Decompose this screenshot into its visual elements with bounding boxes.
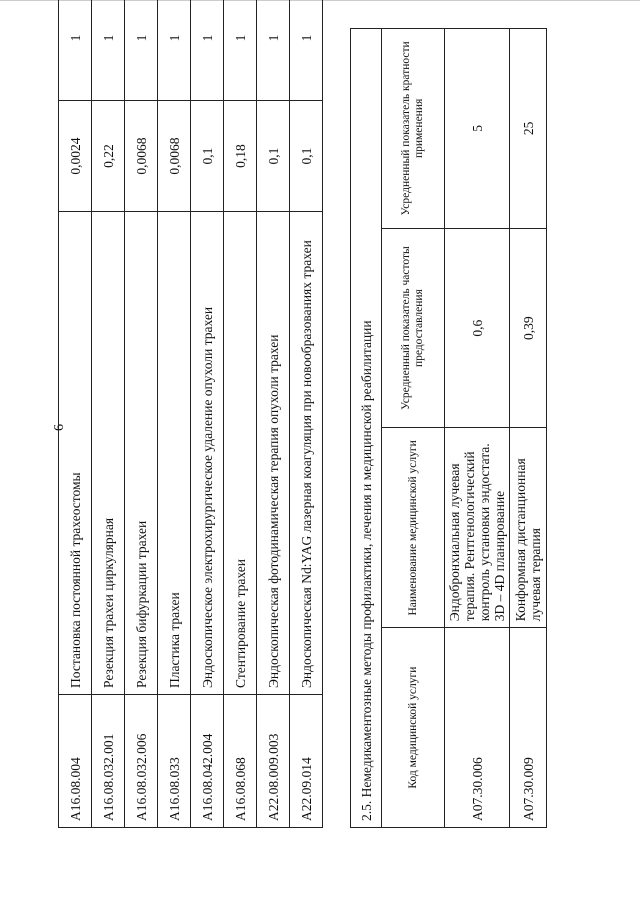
multiplicity-value: 1 [125,0,158,101]
frequency-value: 0,39 [510,228,547,428]
service-name: Постановка постоянной трахеостомы [59,212,92,695]
header-multiplicity: Усредненный показатель кратности применения [382,29,445,229]
service-name: Резекция трахеи циркулярная [92,212,125,695]
service-code: A16.08.068 [224,695,257,828]
services-table-continued [58,0,323,828]
service-code: A07.30.009 [510,628,547,828]
table-row [510,29,547,828]
frequency-value: 0,1 [191,101,224,212]
multiplicity-value: 1 [59,0,92,101]
frequency-value: 0,1 [257,101,290,212]
frequency-value: 0,6 [445,228,510,428]
multiplicity-value: 1 [158,0,191,101]
table-row [224,0,257,828]
multiplicity-value: 1 [92,0,125,101]
multiplicity-value: 1 [224,0,257,101]
frequency-value: 0,18 [224,101,257,212]
non-drug-methods-table [350,28,547,828]
column-header-row [382,29,445,828]
service-code: A16.08.032.006 [125,695,158,828]
service-name: Конформная дистанционная лучевая терапия [510,428,547,628]
table-row [445,29,510,828]
frequency-value: 0,1 [290,101,323,212]
section-title: 2.5. Немедикаментозные методы профилактики, лечения и медицинской реабилитации [351,29,382,828]
multiplicity-value: 5 [445,29,510,229]
frequency-value: 0,0024 [59,101,92,212]
table-row [125,0,158,828]
table-row [290,0,323,828]
service-code: A07.30.006 [445,628,510,828]
service-name: Эндоскопическая Nd:YAG лазерная коагуляция при новообразованиях трахеи [290,212,323,695]
multiplicity-value: 25 [510,29,547,229]
service-code: A22.09.014 [290,695,323,828]
service-name: Стентирование трахеи [224,212,257,695]
table-row [257,0,290,828]
frequency-value: 0,0068 [125,101,158,212]
multiplicity-value: 1 [191,0,224,101]
service-code: A16.08.033 [158,695,191,828]
table-row [191,0,224,828]
table-row [158,0,191,828]
service-name: Эндоскопическая фотодинамическая терапия опухоли трахеи [257,212,290,695]
header-code: Код медицинской услуги [382,628,445,828]
service-code: A22.08.009.003 [257,695,290,828]
header-name: Наименование медицинской услуги [382,428,445,628]
service-code: A16.08.042.004 [191,695,224,828]
frequency-value: 0,0068 [158,101,191,212]
service-name: Резекция бифуркации трахеи [125,212,158,695]
multiplicity-value: 1 [257,0,290,101]
service-name: Эндобронхиальная лучевая терапия. Рентгенологический контроль установки эндостата. 3D – 4D планирование [445,428,510,628]
service-code: A16.08.032.001 [92,695,125,828]
table-row [92,0,125,828]
multiplicity-value: 1 [290,0,323,101]
section-header-row [351,29,382,828]
header-frequency: Усредненный показатель частоты предоставления [382,228,445,428]
service-name: Эндоскопическое электрохирургическое удаление опухоли трахеи [191,212,224,695]
service-code: A16.08.004 [59,695,92,828]
frequency-value: 0,22 [92,101,125,212]
page-number: 6 [52,424,67,431]
service-name: Пластика трахеи [158,212,191,695]
table-row [59,0,92,828]
